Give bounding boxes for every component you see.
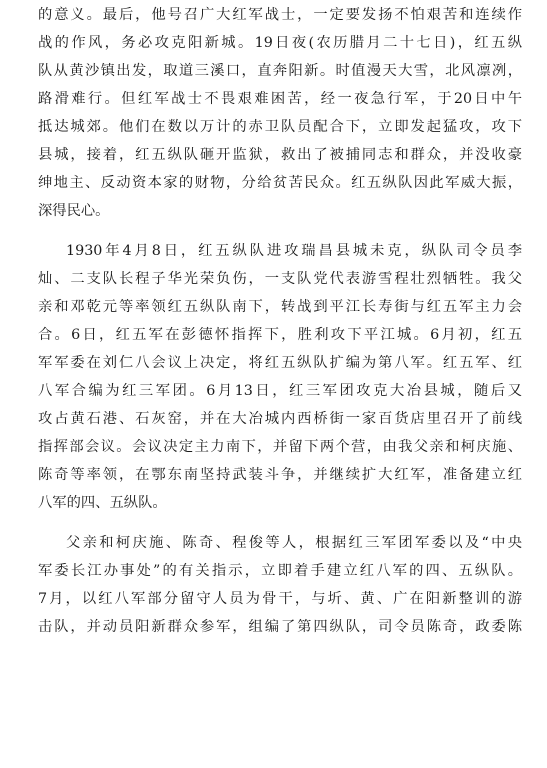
- text-line: 合。6日，红五军在彭德怀指挥下，胜利攻下平江城。6月初，红五: [38, 327, 522, 343]
- text-line: 八军的四、五纵队。: [38, 495, 167, 511]
- text-line: 1930年4月8日，红五纵队进攻瑞昌县城未克，纵队司令员李: [66, 243, 522, 259]
- text-line: 父亲和柯庆施、陈奇、程俊等人，根据红三军团军委以及“中央: [66, 535, 522, 551]
- text-line: 击队，并动员阳新群众参军，组编了第四纵队，司令员陈奇，政委陈: [38, 619, 522, 635]
- text-line: 指挥部会议。会议决定主力南下，并留下两个营，由我父亲和柯庆施、: [38, 439, 522, 455]
- text-line: 队从黄沙镇出发，取道三溪口，直奔阳新。时值漫天大雪，北风凛冽，: [38, 63, 522, 79]
- text-line: 战的作风，务必攻克阳新城。19日夜(农历腊月二十七日)，红五纵: [38, 35, 522, 51]
- text-line: 军军委在刘仁八会议上决定，将红五纵队扩编为第八军。红五军、红: [38, 355, 522, 371]
- text-line: 县城，接着，红五纵队砸开监狱，救出了被捕同志和群众，并没收豪: [38, 147, 522, 163]
- text-line: 陈奇等率领，在鄂东南坚持武装斗争，并继续扩大红军，准备建立红: [38, 467, 522, 483]
- text-line: 深得民心。: [38, 203, 110, 219]
- text-line: 7月，以红八军部分留守人员为骨干，与圻、黄、广在阳新整训的游: [38, 591, 522, 607]
- text-line: 攻占黄石港、石灰窑，并在大冶城内西桥街一家百货店里召开了前线: [38, 411, 522, 427]
- text-line: 抵达城郊。他们在数以万计的赤卫队员配合下，立即发起猛攻，攻下: [38, 119, 522, 135]
- text-line: 亲和邓乾元等率领红五纵队南下，转战到平江长寿街与红五军主力会: [38, 299, 522, 315]
- text-line: 军委长江办事处”的有关指示，立即着手建立红八军的四、五纵队。: [38, 563, 522, 579]
- text-line: 的意义。最后，他号召广大红军战士，一定要发扬不怕艰苦和连续作: [38, 7, 522, 23]
- text-line: 路滑难行。但红军战士不畏艰难困苦，经一夜急行军，于20日中午: [38, 91, 522, 107]
- text-line: 灿、二支队长程子华光荣负伤，一支队党代表游雪程壮烈牺牲。我父: [38, 271, 522, 287]
- text-line: 绅地主、反动资本家的财物，分给贫苦民众。红五纵队因此军威大振，: [38, 175, 522, 191]
- text-line: 八军合编为红三军团。6月13日，红三军团攻克大冶县城，随后又: [38, 383, 522, 399]
